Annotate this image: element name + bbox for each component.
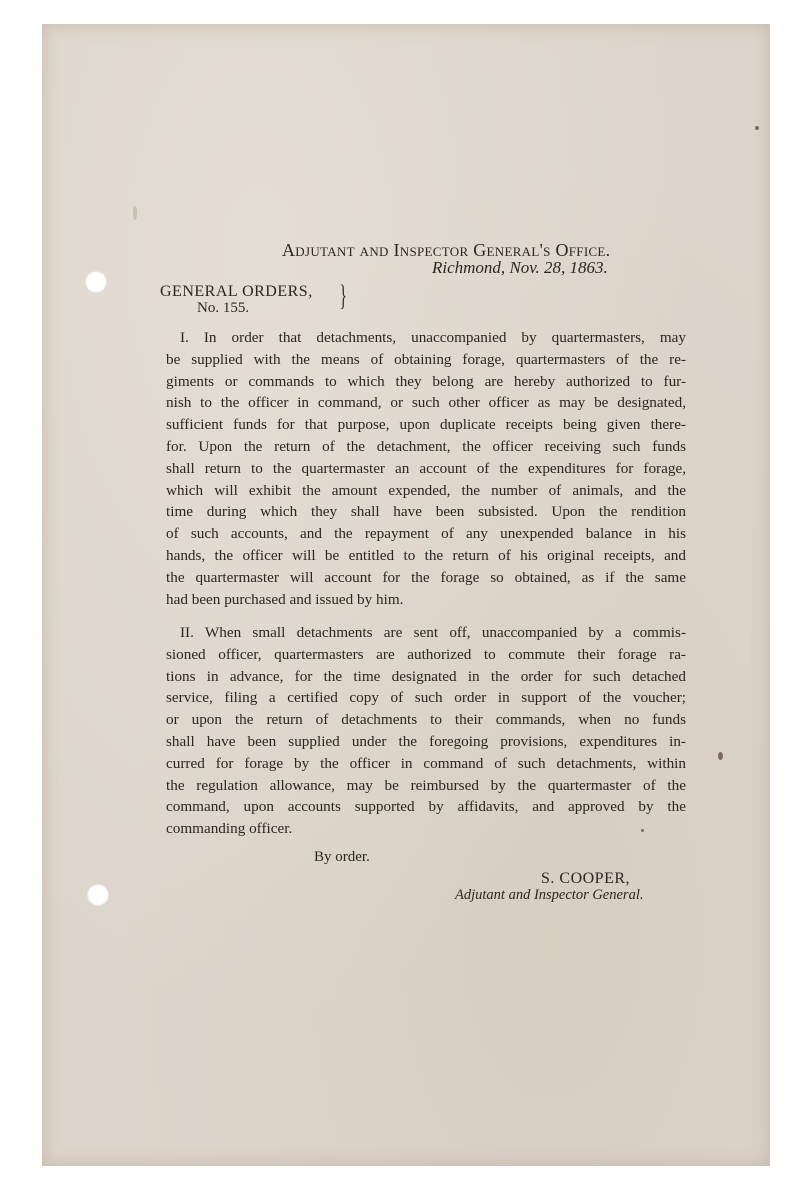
paragraph-line: the quartermaster will account for the forage so obtained, as if the same: [166, 568, 686, 586]
paragraph-line: I. In order that detachments, unaccompanied by quartermasters, may: [180, 329, 686, 346]
ink-spot: [755, 126, 759, 130]
paragraph-line: commanding officer.: [166, 820, 293, 838]
dateline: [432, 258, 608, 278]
paragraph-line: had been purchased and issued by him.: [166, 590, 404, 608]
orders-number: No. 155.: [197, 300, 250, 316]
signer-name: S. COOPER,: [541, 870, 631, 887]
by-order: By order.: [314, 849, 370, 865]
office-heading: Adjutant and Inspector General's Office.: [282, 240, 611, 260]
paragraph-line: tions in advance, for the time designated in the order for such detached: [166, 667, 686, 685]
paragraph-line: giments or commands to which they belong are hereby authorized to fur-: [166, 372, 686, 390]
paragraph-line: nish to the officer in command, or such other officer as may be designated,: [166, 394, 686, 412]
paragraph-line: be supplied with the means of obtaining forage, quartermasters of the re-: [166, 350, 686, 368]
paragraph-line: which will exhibit the amount expended, the number of animals, and the: [166, 481, 686, 499]
paragraph-line: hands, the officer will be entitled to the return of his original receipts, and: [166, 546, 686, 564]
paragraph-line: or upon the return of detachments to their commands, when no funds: [166, 711, 686, 729]
paragraph-line: sioned officer, quartermasters are authorized to commute their forage ra-: [166, 645, 686, 663]
paragraph-2: [166, 622, 686, 840]
signer-title: Adjutant and Inspector General.: [455, 887, 644, 903]
punch-hole-bottom: [87, 884, 109, 906]
paragraph-line: II. When small detachments are sent off, unaccompanied by a commis-: [180, 624, 686, 641]
paragraph-line: time during which they shall have been subsisted. Upon the rendition: [166, 503, 686, 521]
paragraph-line: sufficient funds for that purpose, upon duplicate receipts being given there-: [166, 416, 686, 434]
paragraph-line: the regulation allowance, may be reimbursed by the quartermaster of the: [166, 776, 686, 794]
punch-hole-top: [85, 271, 107, 293]
paragraph-line: for. Upon the return of the detachment, the officer receiving such funds: [166, 437, 686, 455]
paragraph-line: of such accounts, and the repayment of any unexpended balance in his: [166, 525, 686, 543]
brace-glyph: }: [339, 279, 348, 312]
paragraph-line: shall return to the quartermaster an account of the expenditures for forage,: [166, 459, 686, 477]
paragraph-1: [166, 327, 686, 610]
paragraph-line: command, upon accounts supported by affidavits, and approved by the: [166, 798, 686, 816]
dateline-date: Nov. 28, 1863.: [509, 258, 608, 277]
paragraph-line: curred for forage by the officer in command of such detachments, within: [166, 754, 686, 772]
stain-mark: [133, 206, 137, 220]
paragraph-line: shall have been supplied under the foregoing provisions, expenditures in-: [166, 732, 686, 750]
dateline-place: Richmond,: [432, 258, 506, 277]
paragraph-line: service, filing a certified copy of such order in support of the voucher;: [166, 689, 686, 707]
orders-title: GENERAL ORDERS,: [160, 283, 313, 300]
ink-spot: [718, 752, 723, 760]
